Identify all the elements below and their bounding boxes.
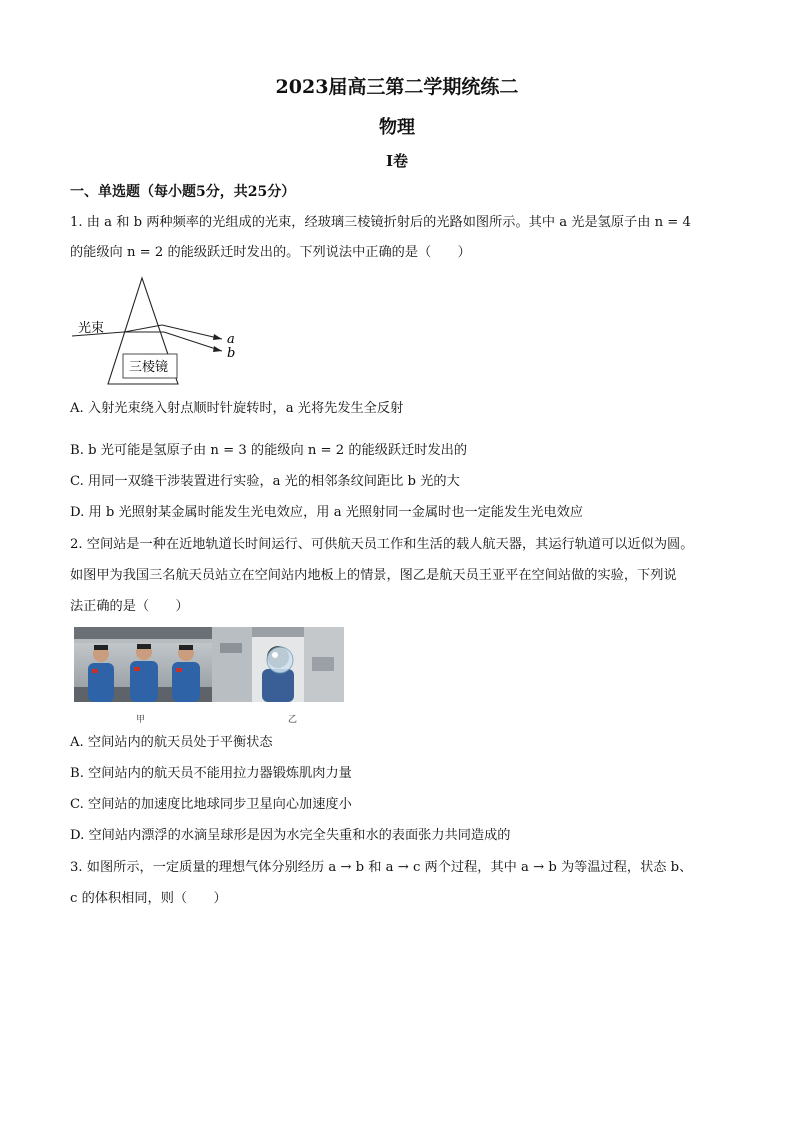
beam-label: 光束 (78, 321, 105, 336)
arrow-b (213, 346, 222, 352)
q3-stem-line1: 3. 如图所示，一定质量的理想气体分别经历 a → b 和 a → c 两个过程，其中 a → b 为等温过程，状态 b、 (70, 860, 693, 875)
prism-figure (72, 276, 247, 388)
q1-option-d: D. 用 b 光照射某金属时能发生光电效应，用 a 光照射同一金属时也一定能发生光电效应 (70, 505, 584, 520)
q1-option-a: A. 入射光束绕入射点顺时针旋转时，a 光将先发生全反射 (70, 401, 404, 416)
exam-title: 2023届高三第二学期统练二 (275, 76, 519, 98)
q3-stem-line2: c 的体积相同，则（ ） (70, 891, 227, 906)
photo-astronauts (74, 627, 212, 702)
arrow-a (213, 334, 222, 340)
caption-jia: 甲 (136, 715, 146, 725)
ray-a-label: a (227, 332, 235, 347)
caption-yi: 乙 (288, 715, 298, 725)
q2-stem-line1: 2. 空间站是一种在近地轨道长时间运行、可供航天员工作和生活的载人航天器，其运行轨道可以近似为圆。 (70, 537, 694, 552)
volume-label: I卷 (385, 152, 409, 170)
section-heading: 一、单选题（每小题5分，共25分） (70, 184, 296, 200)
q2-option-c: C. 空间站的加速度比地球同步卫星向心加速度小 (70, 797, 352, 812)
subject-title: 物理 (379, 117, 415, 138)
q2-option-a: A. 空间站内的航天员处于平衡状态 (70, 735, 273, 750)
q1-option-c: C. 用同一双缝干涉装置进行实验，a 光的相邻条纹间距比 b 光的大 (70, 474, 460, 489)
exit-ray-a (162, 325, 222, 339)
inside-ray-a (124, 325, 162, 332)
q1-option-b: B. b 光可能是氢原子由 n = 3 的能级向 n = 2 的能级跃迁时发出的 (70, 443, 468, 458)
q2-option-b: B. 空间站内的航天员不能用拉力器锻炼肌肉力量 (70, 766, 352, 781)
q2-stem-line2: 如图甲为我国三名航天员站立在空间站内地板上的情景，图乙是航天员王亚平在空间站做的实验，下列说 (70, 568, 677, 583)
q2-stem-line3: 法正确的是（ ） (70, 599, 189, 614)
prism-label: 三棱镜 (129, 360, 169, 375)
q1-stem-line2: 的能级向 n = 2 的能级跃迁时发出的。下列说法中正确的是（ ） (70, 245, 471, 260)
q1-stem-line1: 1. 由 a 和 b 两种频率的光组成的光束，经玻璃三棱镜折射后的光路如图所示。其中 a 光是氢原子由 n = 4 (70, 215, 691, 230)
q2-option-d: D. 空间站内漂浮的水滴呈球形是因为水完全失重和水的表面张力共同造成的 (70, 828, 511, 843)
ray-b-label: b (227, 346, 236, 361)
exit-ray-b (164, 332, 222, 351)
photo-water-experiment (212, 627, 344, 702)
